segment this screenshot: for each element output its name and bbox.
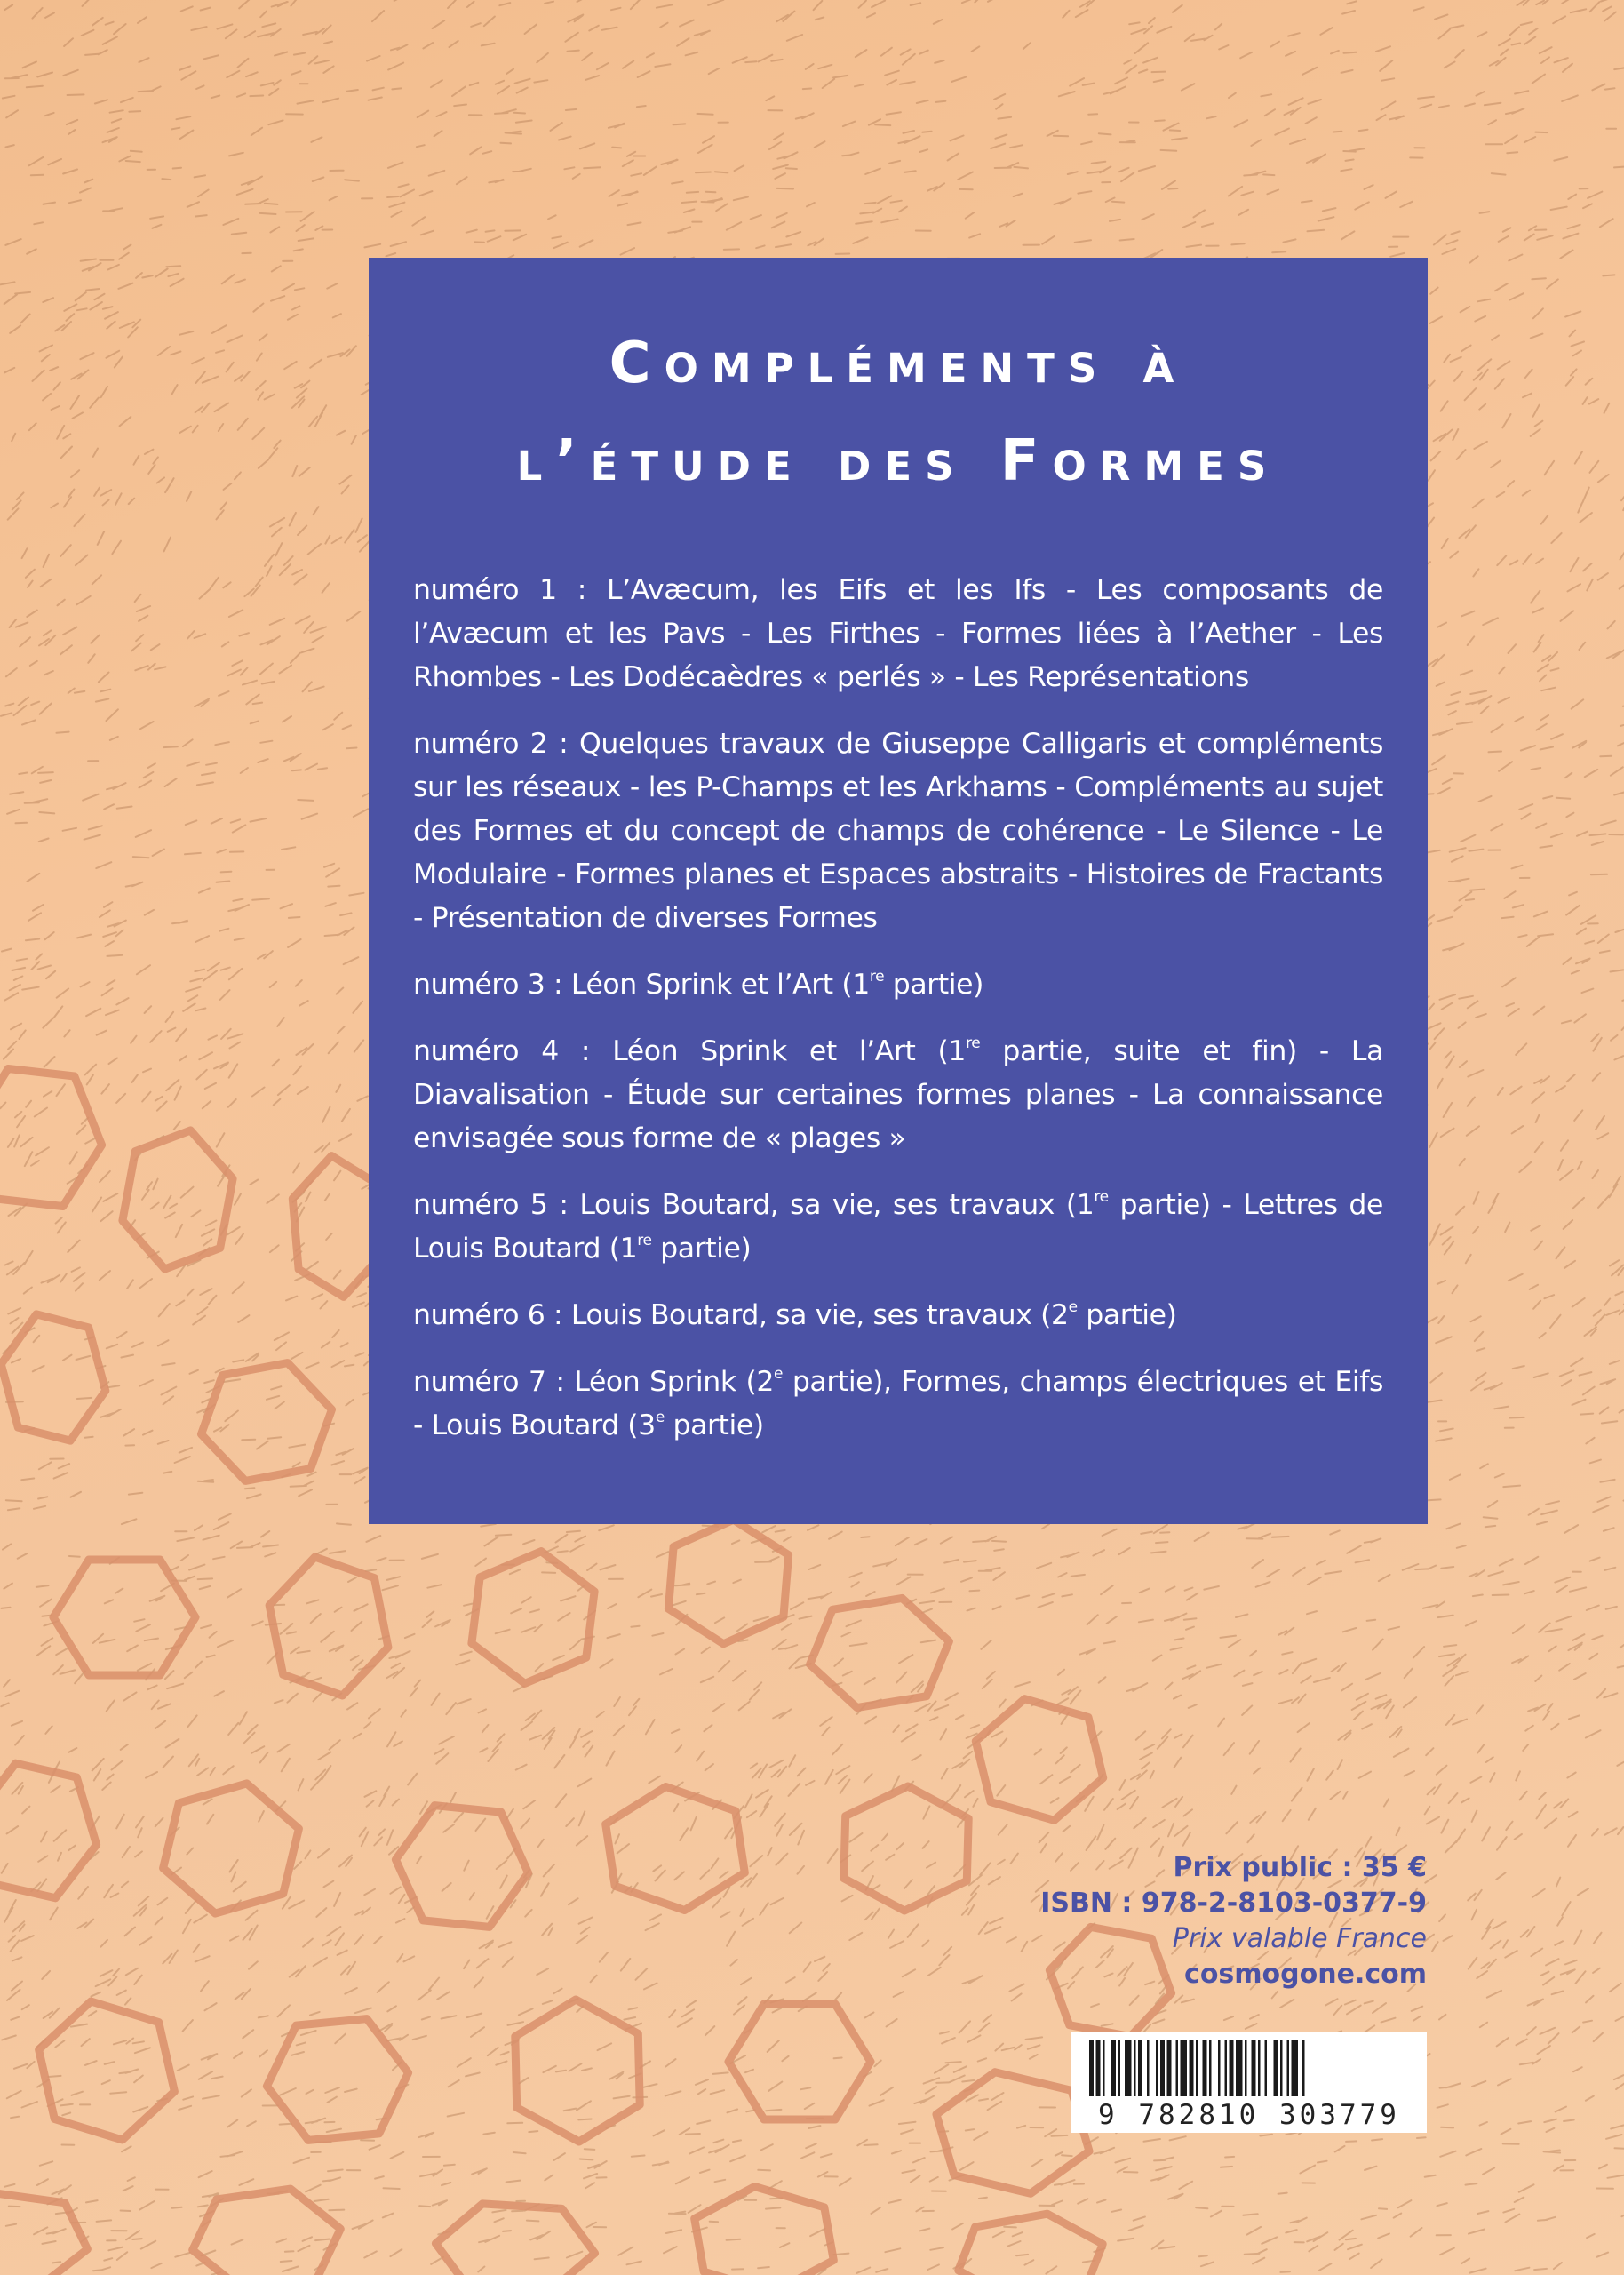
series-title	[413, 315, 1383, 510]
decorative-hexagon	[123, 1130, 233, 1269]
decorative-hexagon	[53, 1560, 195, 1675]
decorative-hexagon	[959, 2214, 1103, 2275]
barcode-bar	[1089, 2040, 1094, 2096]
ordinal-superscript: e	[773, 1365, 784, 1383]
issue-text-end: partie, suite et fin) - La Diavalisation - Étude sur certaines formes planes - La connaissance envisagée sous forme de « plages »	[413, 1035, 1383, 1154]
barcode-bar	[1218, 2040, 1221, 2096]
issue-text: Louis Boutard, sa vie, ses travaux (1	[579, 1189, 1095, 1221]
ordinal-superscript: re	[966, 1034, 981, 1052]
issue-label: numéro 6 :	[413, 1299, 563, 1331]
decorative-hexagon	[728, 2004, 871, 2119]
barcode-bar	[1176, 2040, 1179, 2096]
barcode-bar	[1252, 2040, 1256, 2096]
barcode-bar	[1265, 2040, 1268, 2096]
barcode-bar	[1230, 2040, 1234, 2096]
barcode-bar	[1280, 2040, 1283, 2096]
decorative-hexagon	[810, 1598, 950, 1707]
isbn-text: ISBN : 978-2-8103-0377-9	[1040, 1888, 1427, 1919]
issue-text: L’Avæcum, les Eifs et les Ifs - Les composants de l’Avæcum et les Pavs - Les Firthes - Formes liées à l’Aether - Les Rhombes - Les Dodécaèdres « perlés » - Les Représentations	[413, 574, 1383, 693]
decorative-hexagon	[163, 1784, 299, 1913]
ordinal-superscript: e	[655, 1409, 665, 1426]
decorative-hexagon	[515, 2000, 640, 2142]
issue-1	[413, 569, 1383, 699]
price-text: Prix public : 35 €	[1173, 1852, 1427, 1883]
barcode-bar	[1302, 2040, 1305, 2096]
barcode-bar	[1156, 2040, 1158, 2096]
barcode-bar	[1196, 2040, 1198, 2096]
decorative-hexagon	[668, 1520, 788, 1644]
decorative-hexagon	[936, 2072, 1089, 2194]
barcode-bar	[1096, 2040, 1101, 2096]
barcode-digits: 9 782810 303779	[1071, 2097, 1427, 2133]
decorative-hexagon	[202, 1363, 332, 1481]
barcode-bar	[1147, 2040, 1150, 2096]
decorative-hexagon	[0, 1069, 102, 1207]
barcode-bar	[1167, 2040, 1172, 2096]
barcode-bar	[1287, 2040, 1290, 2096]
decorative-hexagon	[267, 2019, 408, 2141]
issue-text: Léon Sprink et l’Art (1	[612, 1035, 967, 1067]
barcode-bar	[1190, 2040, 1194, 2096]
decorative-hexagon	[695, 2187, 834, 2275]
decorative-hexagon	[269, 1557, 388, 1696]
barcode-bar	[1111, 2040, 1116, 2096]
issue-2	[413, 722, 1383, 940]
issue-text-end: partie)	[1077, 1299, 1177, 1331]
issue-7	[413, 1361, 1383, 1448]
issue-text: Quelques travaux de Giuseppe Calligaris et compléments sur les réseaux - les P-Champs et les Arkhams - Compléments au sujet des Formes et du concept de champs de cohérence - Le Silence - Le Modulaire - Formes planes et Espaces abstraits - Histoires de Fractants - Présentation de diverses Formes	[413, 728, 1383, 934]
barcode-bar	[1181, 2040, 1188, 2096]
barcode-bar	[1103, 2040, 1105, 2096]
issue-text: Louis Boutard, sa vie, ses travaux (2	[570, 1299, 1069, 1331]
barcode-bar	[1203, 2040, 1207, 2096]
publisher-website: cosmogone.com	[1184, 1959, 1427, 1990]
decorative-hexagon	[1, 1314, 106, 1441]
decorative-hexagon	[435, 2204, 594, 2275]
barcode-bar	[1125, 2040, 1132, 2096]
ordinal-superscript: e	[1068, 1298, 1078, 1316]
issue-label: numéro 2 :	[413, 728, 569, 760]
decorative-hexagon	[39, 2001, 175, 2140]
barcode-bar	[1274, 2040, 1278, 2096]
issue-text-mid: partie) - Lettres de Louis Boutard (1	[413, 1189, 1383, 1265]
barcode-bar	[1258, 2040, 1261, 2096]
issue-4	[413, 1030, 1383, 1161]
issue-label: numéro 7 :	[413, 1366, 565, 1398]
issue-text: Léon Sprink (2	[574, 1366, 774, 1398]
decorative-hexagon	[0, 2193, 87, 2275]
issue-text: Léon Sprink et l’Art (1	[570, 969, 870, 1001]
price-validity-text: Prix valable France	[1172, 1923, 1427, 1954]
issue-3	[413, 963, 1383, 1007]
ordinal-superscript: re	[869, 968, 885, 986]
issue-text-mid: partie), Formes, champs électriques et Eifs - Louis Boutard (3	[413, 1366, 1383, 1441]
barcode-bar	[1118, 2040, 1121, 2096]
issue-5	[413, 1184, 1383, 1271]
barcode-bar	[1160, 2040, 1165, 2096]
issue-6	[413, 1294, 1383, 1337]
barcode-bar	[1209, 2040, 1212, 2096]
barcode-bar	[1225, 2040, 1228, 2096]
issue-label: numéro 4 :	[413, 1035, 591, 1067]
ordinal-superscript: re	[1094, 1188, 1109, 1206]
series-title-line-2: l’étude des Formes	[516, 428, 1280, 494]
decorative-hexagon	[975, 1699, 1103, 1821]
contents-panel	[369, 258, 1428, 1524]
issue-label: numéro 3 :	[413, 969, 563, 1001]
issue-text-end: partie)	[664, 1409, 764, 1441]
series-title-line-1: Compléments à	[609, 331, 1188, 396]
barcode-bars	[1071, 2032, 1427, 2099]
issue-label: numéro 5 :	[413, 1189, 569, 1221]
issue-text-end: partie)	[884, 969, 984, 1001]
decorative-hexagon	[193, 2189, 341, 2275]
publication-info	[1040, 1850, 1427, 1992]
barcode-bar	[1292, 2040, 1299, 2096]
barcode-bar	[1138, 2040, 1142, 2096]
decorative-hexagon	[0, 1763, 97, 1898]
ordinal-superscript: re	[637, 1232, 652, 1249]
decorative-hexagon	[472, 1552, 594, 1684]
barcode-bar	[1245, 2040, 1247, 2096]
decorative-hexagon	[844, 1786, 968, 1911]
issue-label: numéro 1 :	[413, 574, 586, 606]
decorative-hexagon	[395, 1806, 528, 1928]
decorative-hexagon	[606, 1787, 745, 1911]
issue-text-end: partie)	[651, 1233, 752, 1265]
barcode-bar	[1134, 2040, 1136, 2096]
barcode-bar	[1236, 2040, 1243, 2096]
